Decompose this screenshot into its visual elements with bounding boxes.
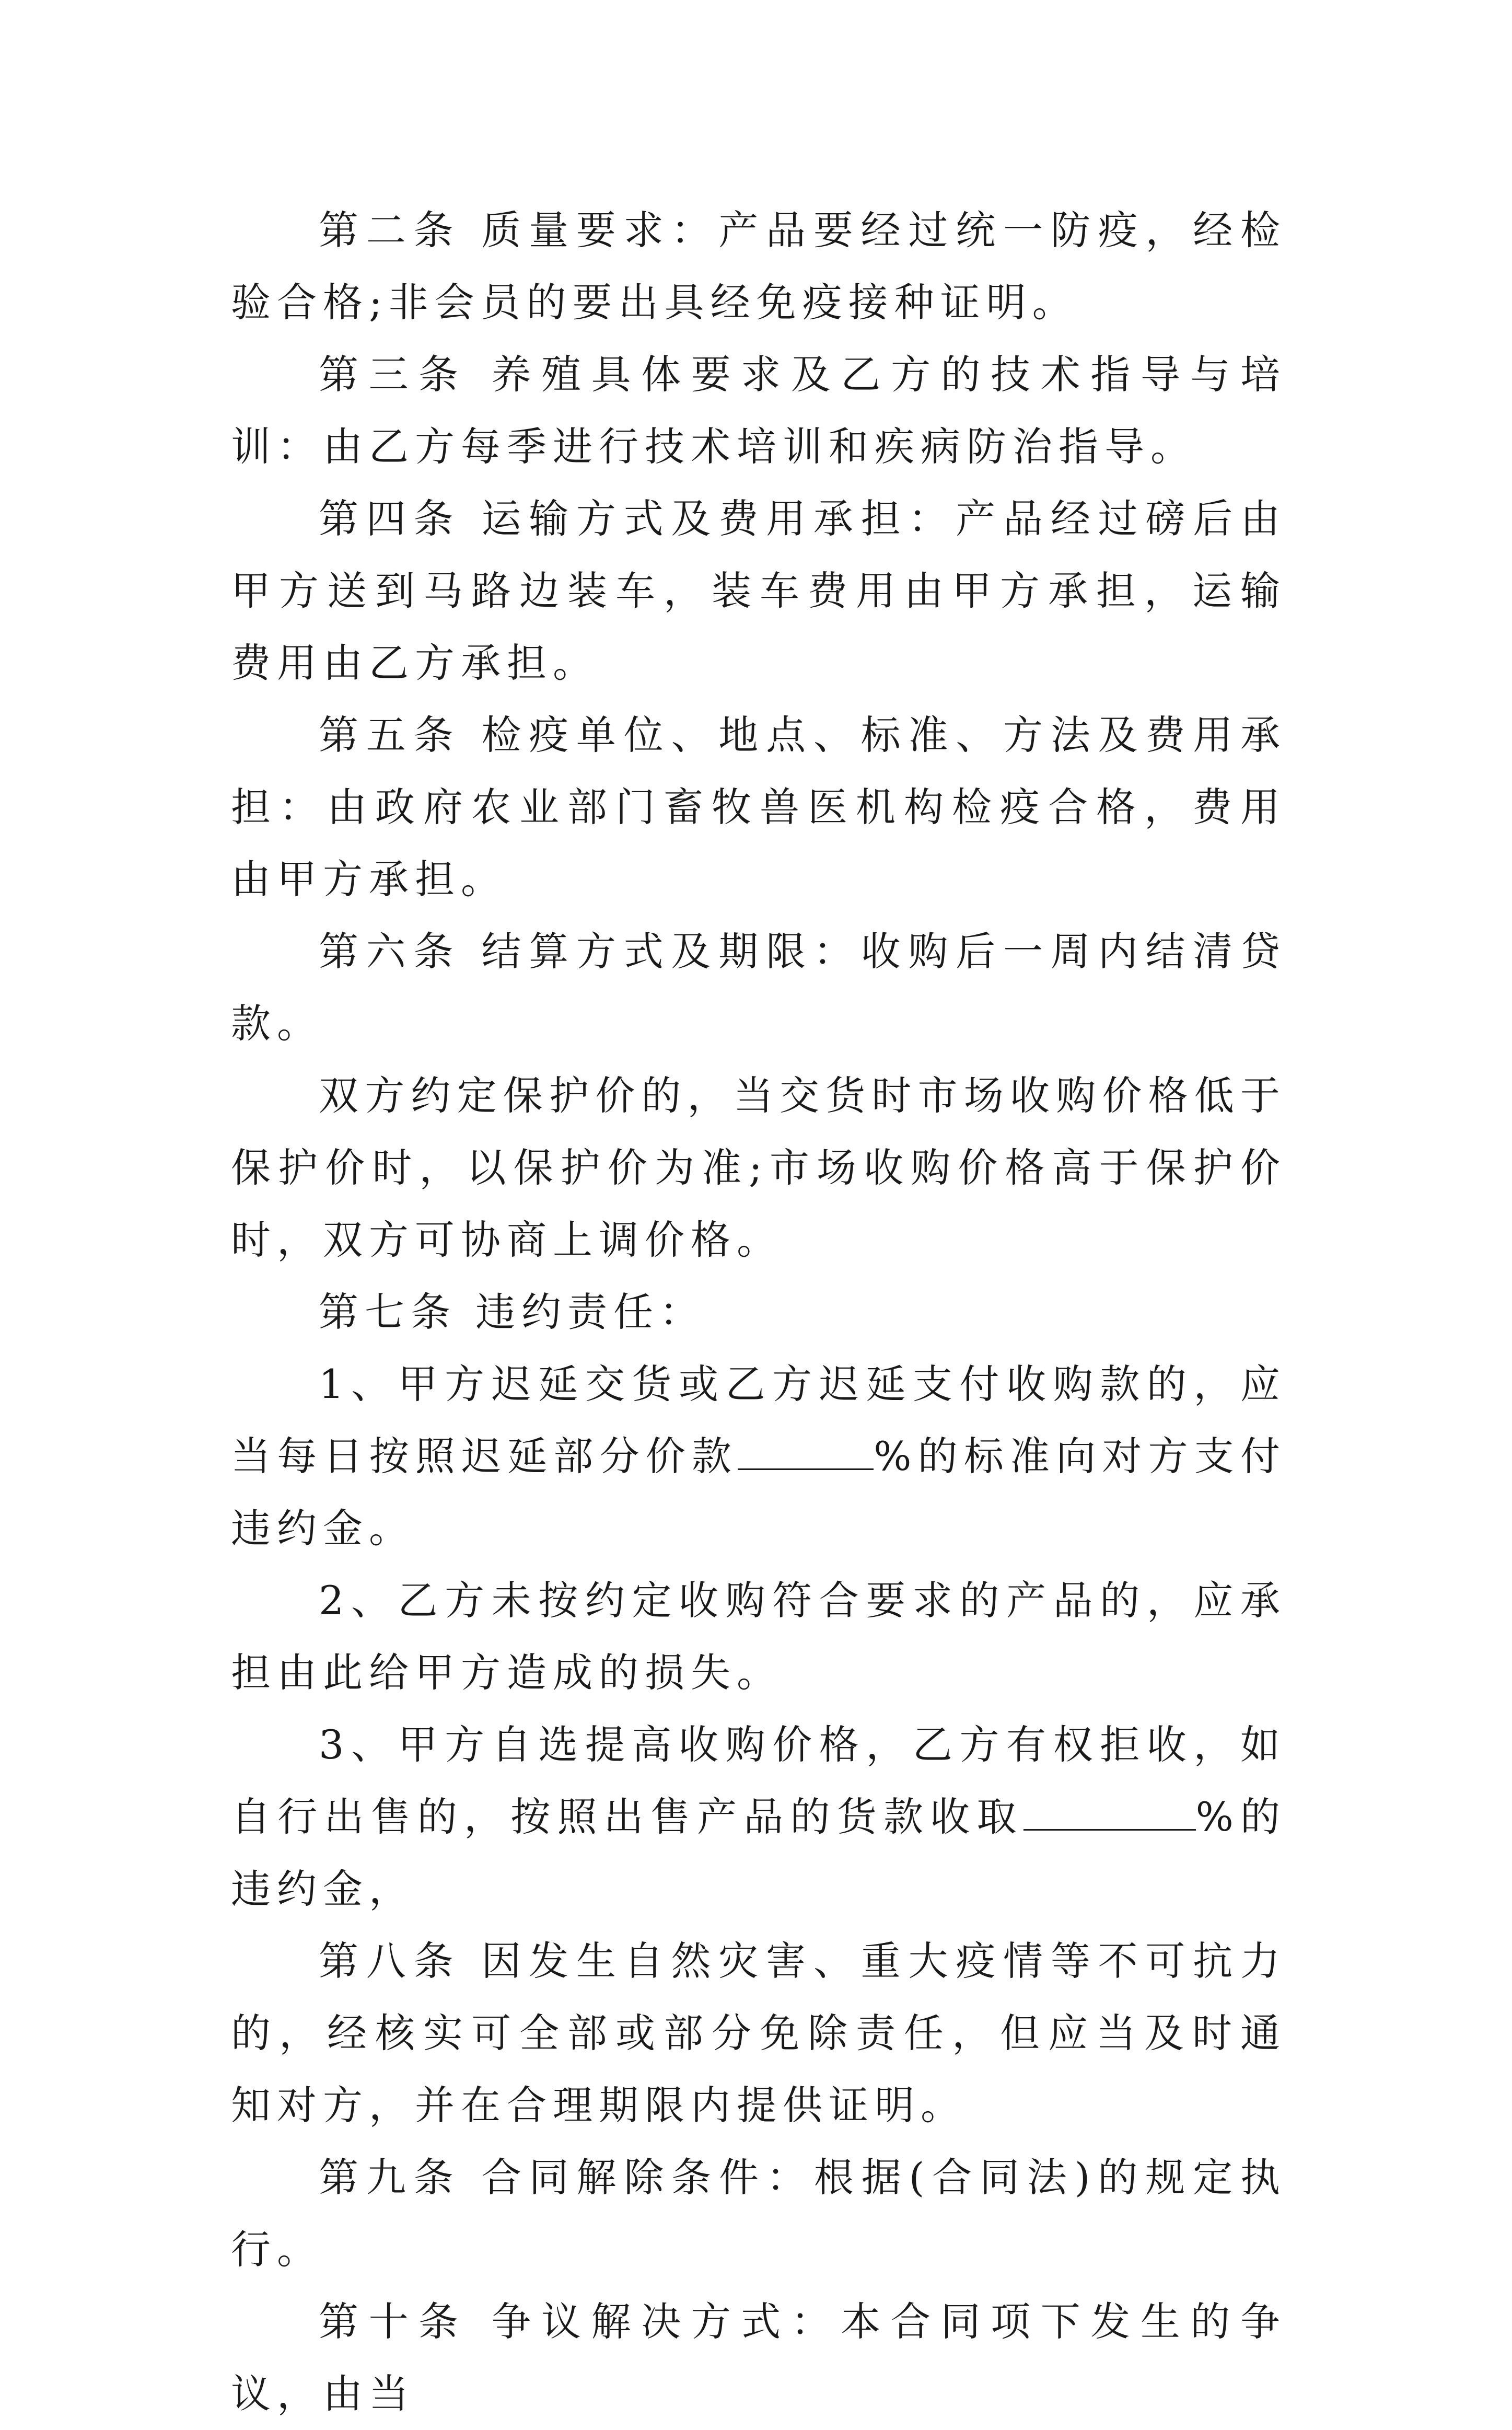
article-4: 第四条 运输方式及费用承担：产品经过磅后由甲方送到马路边装车，装车费用由甲方承担，运输费用由乙方承担。	[231, 495, 1286, 686]
article-8: 第八条 因发生自然灾害、重大疫情等不可抗力的，经核实可全部或部分免除责任，但应当及时通知对方，并在合理期限内提供证明。	[231, 1938, 1286, 2128]
article-2: 第二条 质量要求：产品要经过统一防疫，经检验合格;非会员的要出具经免疫接种证明。	[231, 207, 1286, 326]
article-7-item-3: 3、甲方自选提高收购价格，乙方有权拒收，如自行出售的，按照出售产品的货款收取 %的违约金，	[231, 1721, 1287, 1912]
article-3: 第三条 养殖具体要求及乙方的技术指导与培训：由乙方每季进行技术培训和疾病防治指导。	[231, 351, 1286, 470]
article-6: 第六条 结算方式及期限：收购后一周内结清贷款。	[231, 928, 1286, 1047]
article-9: 第九条 合同解除条件：根据(合同法)的规定执行。	[231, 2154, 1286, 2273]
contract-body	[231, 194, 1286, 2430]
protection-price-clause: 双方约定保护价的，当交货时市场收购价格低于保护价时，以保护价为准;市场收购价格高于保护价时，双方可协商上调价格。	[231, 1072, 1286, 1263]
blank-underline	[738, 1432, 874, 1470]
article-5: 第五条 检疫单位、地点、标准、方法及费用承担：由政府农业部门畜牧兽医机构检疫合格，费用由甲方承担。	[231, 712, 1286, 902]
article-7-item-1: 1、甲方迟延交货或乙方迟延支付收购款的，应当每日按照迟延部分价款 %的标准向对方支付违约金。	[231, 1361, 1287, 1552]
article-7: 第七条 违约责任：	[319, 1289, 706, 1335]
article-7-item-2: 2、乙方未按约定收购符合要求的产品的，应承担由此给甲方造成的损失。	[231, 1577, 1286, 1696]
blank-underline	[1023, 1792, 1196, 1831]
article-10: 第十条 争议解决方式：本合同项下发生的争议，由当	[231, 2298, 1286, 2417]
